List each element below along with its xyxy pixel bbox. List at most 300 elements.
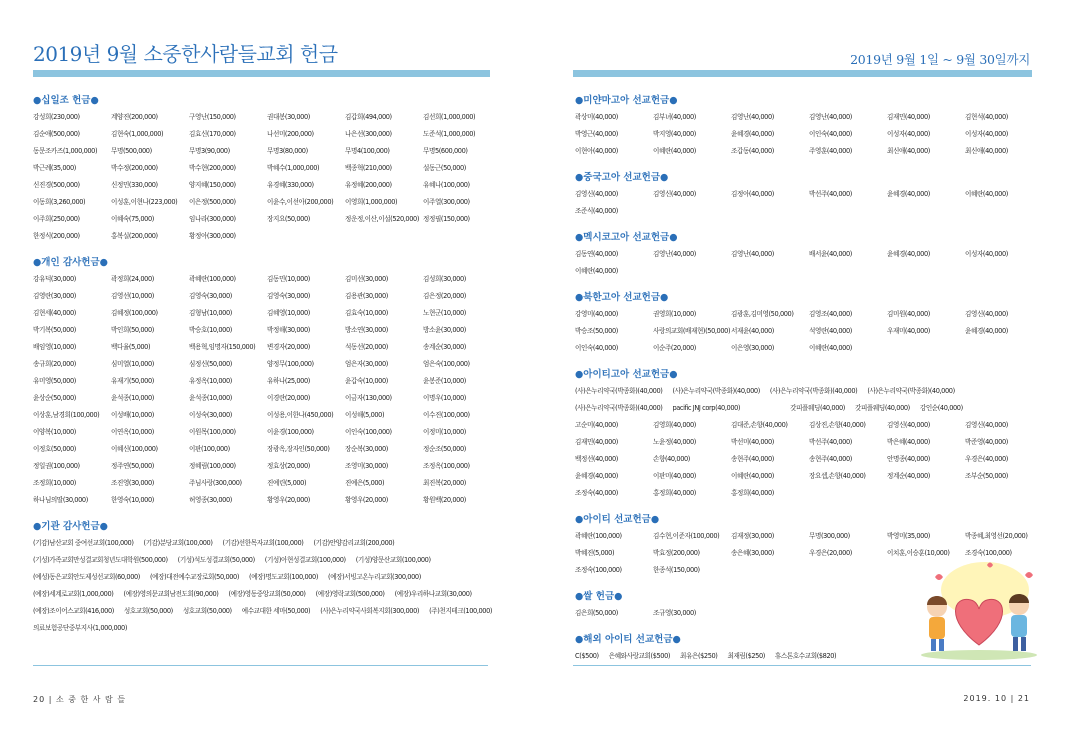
offering-entry: 이인숙(100,000) [345, 428, 392, 436]
offering-entry: 이경란(20,000) [267, 394, 310, 402]
offering-entry: 한종석(150,000) [653, 566, 700, 574]
page-footer: 2019. 10 | 21 [963, 694, 1030, 703]
offering-entry: 김미선(30,000) [345, 275, 388, 283]
offering-entry: 고순미(40,000) [575, 421, 618, 429]
offering-entry: 백용혁,임명자(150,000) [189, 343, 256, 351]
offering-entry: (사)은누리약국(박종화)(40,000) [575, 387, 663, 395]
offering-entry: 노윤정(40,000) [653, 438, 696, 446]
section-heading: ●십일조 헌금● [33, 95, 99, 106]
offering-entry: 이혜란(40,000) [965, 190, 1008, 198]
offering-entry: 양정무(100,000) [267, 360, 314, 368]
offering-entry: 김현세(40,000) [33, 309, 76, 317]
offering-entry: 박선주(40,000) [809, 438, 852, 446]
offering-entry: 이주희(250,000) [33, 215, 80, 223]
offering-entry: 윤혜경(40,000) [965, 327, 1008, 335]
offering-entry: pacific JNJ corp(40,000) [672, 404, 741, 412]
offering-entry: 이혜란(40,000) [809, 344, 852, 352]
offering-entry: (예장)세계로교회(1,000,000) [33, 590, 114, 598]
offering-entry: 석영란(40,000) [809, 327, 852, 335]
offering-grid [575, 306, 1045, 357]
offering-entry: 박은혜(40,000) [887, 438, 930, 446]
offering-entry: 사랑의교회(배재현)(50,000) [653, 327, 731, 335]
offering-entry: 송현주(40,000) [809, 455, 852, 463]
offering-entry: 유미영(50,000) [33, 377, 76, 385]
offering-entry: (기성)석도성결교회(50,000) [177, 556, 255, 564]
footer-divider [573, 665, 1031, 666]
offering-entry: 신정민(330,000) [111, 181, 158, 189]
offering-entry: 박근례(35,000) [33, 164, 76, 172]
offering-entry: 무명(500,000) [111, 147, 152, 155]
offering-entry: 심정신(50,000) [189, 360, 232, 368]
offering-entry: 정혜림(100,000) [189, 462, 236, 470]
offering-line [575, 400, 1045, 417]
offering-entry: 박인희(50,000) [111, 326, 154, 334]
offering-entry: 김영선(10,000) [111, 292, 154, 300]
offering-entry: 최신애(40,000) [965, 147, 1008, 155]
offering-entry: 이원목(100,000) [189, 428, 236, 436]
offering-list-left [33, 94, 503, 637]
offering-entry: 김영숙(30,000) [267, 292, 310, 300]
offering-entry: 정순조(50,000) [423, 445, 466, 453]
offering-entry: 김효신(170,000) [189, 130, 236, 138]
offering-entry: 윤갑숙(10,000) [345, 377, 388, 385]
section-spacer [33, 509, 503, 520]
offering-entry: 유경혜(330,000) [267, 181, 314, 189]
offering-entry: 홍복실(200,000) [111, 232, 158, 240]
offering-entry: 김갑희(494,000) [345, 113, 392, 121]
offering-entry: 박영근(40,000) [575, 130, 618, 138]
offering-grid [575, 246, 1045, 280]
offering-entry: 조영미(30,000) [345, 462, 388, 470]
offering-line [33, 586, 503, 603]
offering-entry: 홍정희(40,000) [731, 489, 774, 497]
offering-entry: 윤봉준(10,000) [423, 377, 466, 385]
offering-entry: 한정식(200,000) [33, 232, 80, 240]
offering-entry: 노현군(10,000) [423, 309, 466, 317]
offering-entry: 김광훈,김미영(50,000) [731, 310, 794, 318]
offering-grid [33, 109, 503, 245]
offering-entry: 휴스톤호수교회($820) [774, 652, 837, 660]
offering-entry: 윤상순(50,000) [33, 394, 76, 402]
offering-line [33, 535, 503, 552]
offering-entry: 조정희(10,000) [33, 479, 76, 487]
offering-entry: 장순복(30,000) [345, 445, 388, 453]
offering-entry: 이성훈,이현나(223,000) [111, 198, 178, 206]
offering-entry: 김영희(40,000) [653, 421, 696, 429]
offering-entry: 김혜정(100,000) [111, 309, 158, 317]
offering-entry: 조정숙(100,000) [575, 566, 622, 574]
offering-entry: 윤혜경(40,000) [887, 250, 930, 258]
offering-entry: 나선미(200,000) [267, 130, 314, 138]
children-heart-illustration [915, 555, 1043, 660]
offering-entry: 곽상미(40,000) [575, 113, 618, 121]
offering-entry: 양지혜(150,000) [189, 181, 236, 189]
offering-entry: 박혜진(5,000) [575, 549, 615, 557]
offering-entry: 김부녀(40,000) [653, 113, 696, 121]
offering-entry: (기감)분당교회(100,000) [143, 539, 213, 547]
offering-entry: 이판(100,000) [189, 445, 230, 453]
offering-entry: 조진영(30,000) [111, 479, 154, 487]
date-range: 2019년 9월 1일 ~ 9월 30일까지 [850, 52, 1030, 67]
offering-entry: 정정필(150,000) [423, 215, 470, 223]
page-footer: 20 | 소 중 한 사 람 들 [33, 695, 127, 704]
offering-entry: 윤석종(10,000) [111, 394, 154, 402]
offering-entry: 윤혜경(40,000) [575, 472, 618, 480]
offering-entry: 박수현(200,000) [189, 164, 236, 172]
offering-entry: 김현숙(1,000,000) [111, 130, 164, 138]
offering-entry: 김동민(10,000) [267, 275, 310, 283]
offering-entry: 권영희(10,000) [653, 310, 696, 318]
section-heading: ●쌀 헌금● [575, 591, 623, 602]
offering-entry: 안명종(40,000) [887, 455, 930, 463]
offering-entry: (사)은누리약국(박종화)(40,000) [575, 404, 663, 412]
offering-entry: (예장)명도교회(100,000) [249, 573, 319, 581]
offering-entry: 서재윤(40,000) [731, 327, 774, 335]
offering-grid [33, 271, 503, 509]
offering-entry: 김수현,이준자(100,000) [653, 532, 720, 540]
offering-entry: 이영희(1,000,000) [345, 198, 398, 206]
offering-entry: 이혜숙(75,000) [111, 215, 154, 223]
offering-entry: 김선희(1,000,000) [423, 113, 476, 121]
offering-entry: 황원백(20,000) [423, 496, 466, 504]
offering-entry: 이혜란(40,000) [731, 472, 774, 480]
offering-entry: 박지영(40,000) [653, 130, 696, 138]
offering-entry: (예장)서빙고온누리교회(300,000) [328, 573, 421, 581]
offering-entry: 송현주(40,000) [731, 455, 774, 463]
offering-entry: 박효정(200,000) [653, 549, 700, 557]
offering-entry: (예장)우리하나교회(30,000) [394, 590, 472, 598]
offering-entry: 우재미(40,000) [887, 327, 930, 335]
offering-entry: 이주열(300,000) [423, 198, 470, 206]
offering-line [33, 569, 503, 586]
offering-grid [575, 109, 1045, 160]
offering-entry: 이성용,이한나(450,000) [267, 411, 334, 419]
page-title: 2019년 9월 소중한사람들교회 헌금 [33, 42, 338, 66]
offering-entry: 예수교대한 세마(50,000) [241, 607, 311, 615]
offering-entry: (기성)양문산교회(100,000) [355, 556, 431, 564]
offering-entry: 이상훈,남경희(100,000) [33, 411, 100, 419]
offering-entry: 이성자(40,000) [965, 130, 1008, 138]
offering-entry: 김은희(50,000) [575, 609, 618, 617]
offering-entry: (사)은누리약국(박종화)(40,000) [672, 387, 760, 395]
offering-entry: 이정호(50,000) [33, 445, 76, 453]
offering-entry: 최진복(20,000) [423, 479, 466, 487]
section-heading: ●해외 아이티 선교헌금● [575, 634, 681, 645]
offering-entry: 무명(300,000) [809, 532, 850, 540]
offering-entry: 김성희(30,000) [423, 275, 466, 283]
section-heading: ●미얀마고아 선교헌금● [575, 95, 678, 106]
offering-entry: 유하나(25,000) [267, 377, 310, 385]
offering-entry: 진예은(5,000) [345, 479, 385, 487]
offering-entry: 윤석종(10,000) [189, 394, 232, 402]
offering-entry: 한영숙(10,000) [111, 496, 154, 504]
offering-entry: 방소연(30,000) [345, 326, 388, 334]
offering-entry: 박영미(35,000) [887, 532, 930, 540]
offering-entry: 박선주(40,000) [809, 190, 852, 198]
offering-line [33, 603, 503, 620]
section-heading: ●개인 감사헌금● [33, 257, 108, 268]
offering-entry: 곽혜란(100,000) [189, 275, 236, 283]
offering-entry: 이윤경(100,000) [267, 428, 314, 436]
offering-entry: 박승조(50,000) [575, 327, 618, 335]
offering-entry: 이성자(40,000) [887, 130, 930, 138]
offering-entry: (기감)선한목자교회(100,000) [222, 539, 304, 547]
offering-entry: 조정옥(100,000) [423, 462, 470, 470]
offering-entry: 갓피플웨딩(40,000) [790, 404, 845, 412]
offering-entry: 정일권(100,000) [33, 462, 80, 470]
section-spacer [575, 160, 1045, 171]
offering-grid [575, 417, 1045, 502]
offering-entry: 계양진(200,000) [111, 113, 158, 121]
offering-entry: 무명4(100,000) [345, 147, 390, 155]
offering-entry: 김상진,손향(40,000) [809, 421, 866, 429]
offering-grid [575, 186, 1045, 220]
offering-entry: 김정아(40,000) [731, 190, 774, 198]
offering-entry: 구영난(150,000) [189, 113, 236, 121]
offering-entry: 장요셉,손향(40,000) [809, 472, 866, 480]
offering-entry: 김대준,손향(40,000) [731, 421, 788, 429]
offering-entry: 홍정희(40,000) [653, 489, 696, 497]
offering-entry: 장지요(50,000) [267, 215, 310, 223]
offering-entry: 성호교회(50,000) [182, 607, 232, 615]
offering-entry: 김영난(40,000) [809, 113, 852, 121]
offering-entry: 임나라(300,000) [189, 215, 236, 223]
section-spacer [575, 502, 1045, 513]
offering-entry: 이은정(500,000) [189, 198, 236, 206]
offering-entry: 김영숙(30,000) [189, 292, 232, 300]
offering-entry: 의료보험공단중부지사(1,000,000) [33, 624, 127, 632]
section-spacer [575, 220, 1045, 231]
offering-entry: 김영난(40,000) [731, 250, 774, 258]
offering-entry: 최재림($250) [727, 652, 765, 660]
offering-entry: 박승호(10,000) [189, 326, 232, 334]
offering-entry: 황정아(300,000) [189, 232, 236, 240]
offering-entry: (예장)영락교회(500,000) [315, 590, 385, 598]
offering-entry: 백다율(5,000) [111, 343, 151, 351]
offering-entry: 우경은(20,000) [809, 549, 852, 557]
offering-entry: 강성희(230,000) [33, 113, 80, 121]
offering-entry: 유정혜(200,000) [345, 181, 392, 189]
offering-entry: 이순주(20,000) [653, 344, 696, 352]
offering-entry: 신진경(500,000) [33, 181, 80, 189]
offering-entry: 곽정희(24,000) [111, 275, 154, 283]
offering-entry: 유정옥(10,000) [189, 377, 232, 385]
offering-entry: 송은혜(30,000) [731, 549, 774, 557]
offering-entry: (예성)동은교회안도제성선교회(60,000) [33, 573, 140, 581]
section-spacer [575, 357, 1045, 368]
offering-entry: 박수정(200,000) [111, 164, 158, 172]
offering-entry: 조경숙(100,000) [965, 549, 1012, 557]
offering-entry: 이혜란(40,000) [575, 267, 618, 275]
offering-entry: 황영우(20,000) [267, 496, 310, 504]
offering-entry: 이성배(10,000) [111, 411, 154, 419]
offering-entry: 박선미(40,000) [731, 438, 774, 446]
offering-entry: 김현석(40,000) [965, 113, 1008, 121]
right-page [533, 0, 1065, 731]
offering-entry: (주)천지테크(100,000) [429, 607, 493, 615]
offering-entry: 박종혜,최영선(20,000) [965, 532, 1028, 540]
offering-entry: (사)은누리약국(박종화)(40,000) [867, 387, 955, 395]
offering-entry: 박준영(40,000) [965, 438, 1008, 446]
offering-entry: 정운정,이산,이설(520,000) [345, 215, 419, 223]
offering-entry: 유혜나(100,000) [423, 181, 470, 189]
offering-entry: 성호교회(50,000) [123, 607, 173, 615]
offering-entry: 엄은자(30,000) [345, 360, 388, 368]
offering-entry: 이은영(30,000) [731, 344, 774, 352]
offering-entry: 황영우(20,000) [345, 496, 388, 504]
offering-entry: 송계순(30,000) [423, 343, 466, 351]
offering-entry: 김재민(40,000) [887, 113, 930, 121]
section-heading: ●아이티고아 선교헌금● [575, 369, 678, 380]
offering-entry: (예장)대전예수교장로회(50,000) [149, 573, 240, 581]
offering-entry: 이성자(40,000) [965, 250, 1008, 258]
offering-entry: 이수진(100,000) [423, 411, 470, 419]
offering-entry: 석동선(20,000) [345, 343, 388, 351]
offering-entry: 변경자(20,000) [267, 343, 310, 351]
offering-entry: (사)은누리약국사회복지회(300,000) [320, 607, 420, 615]
offering-entry: 백정선(40,000) [575, 455, 618, 463]
offering-entry: 이윤수,이선아(200,000) [267, 198, 334, 206]
offering-entry: 김영조(40,000) [809, 310, 852, 318]
offering-entry: 심미열(10,000) [111, 360, 154, 368]
offering-entry: C($500) [575, 652, 599, 660]
offering-entry: 장광옥,장자인(50,000) [267, 445, 330, 453]
offering-entry: 이성해(5,000) [345, 411, 385, 419]
offering-entry: 김효숙(10,000) [345, 309, 388, 317]
offering-entry: (기성)아현성결교회(100,000) [264, 556, 346, 564]
offering-entry: 이양복(10,000) [33, 428, 76, 436]
header-bar [33, 70, 490, 77]
offering-entry: 이동희(3,260,000) [33, 198, 86, 206]
offering-entry: 이혜란(40,000) [653, 147, 696, 155]
section-spacer [575, 280, 1045, 291]
offering-entry: 설동근(50,000) [423, 164, 466, 172]
offering-entry: 박혜수(1,000,000) [267, 164, 320, 172]
offering-entry: 주영훈(40,000) [809, 147, 852, 155]
offering-entry: 이금자(130,000) [345, 394, 392, 402]
offering-entry: 김순애(500,000) [33, 130, 80, 138]
section-heading: ●북한고아 선교헌금● [575, 292, 669, 303]
offering-entry: 강영미(40,000) [575, 310, 618, 318]
offering-entry: 김영신(40,000) [965, 310, 1008, 318]
offering-entry: 정주연(50,000) [111, 462, 154, 470]
offering-entry: 김형남(10,000) [189, 309, 232, 317]
offering-entry: 권대봉(30,000) [267, 113, 310, 121]
offering-entry: (기감)안양감리교회(200,000) [313, 539, 395, 547]
offering-entry: 김영난(40,000) [653, 250, 696, 258]
section-heading: ●아이티 선교헌금● [575, 514, 660, 525]
offering-entry: 김혜영(10,000) [267, 309, 310, 317]
offering-entry: 갓피플웨딩(40,000) [854, 404, 910, 412]
offering-entry: 강인순(40,000) [919, 404, 963, 412]
offering-entry: 주님사랑(300,000) [189, 479, 242, 487]
offering-entry: 김미원(40,000) [887, 310, 930, 318]
offering-entry: 조정숙(40,000) [575, 489, 618, 497]
offering-entry: 이현아(40,000) [575, 147, 618, 155]
left-page [0, 0, 532, 731]
offering-entry: 배임영(10,000) [33, 343, 76, 351]
offering-entry: 무명3(80,000) [267, 147, 308, 155]
offering-entry: 김영신(40,000) [965, 421, 1008, 429]
offering-entry: (예장)영동중앙교회(50,000) [228, 590, 306, 598]
offering-entry: 유재기(50,000) [111, 377, 154, 385]
section-spacer [33, 245, 503, 256]
offering-entry: (기감)남산교회 중여선교회(100,000) [33, 539, 134, 547]
offering-entry: 김재민(40,000) [575, 438, 618, 446]
offering-entry: 동문조카즈(1,000,000) [33, 147, 98, 155]
offering-entry: 정계순(40,000) [887, 472, 930, 480]
offering-entry: 이정미(10,000) [423, 428, 466, 436]
offering-entry: 조준식(40,000) [575, 207, 618, 215]
section-heading: ●기관 감사헌금● [33, 521, 108, 532]
offering-entry: 조규영(30,000) [653, 609, 696, 617]
offering-entry: (예장)영의문교회남전도회(90,000) [123, 590, 219, 598]
section-heading: ●중국고아 선교헌금● [575, 172, 669, 183]
offering-line [33, 620, 503, 637]
offering-entry: 무명3(90,000) [189, 147, 230, 155]
offering-entry: 은혜와사랑교회($500) [608, 652, 671, 660]
offering-entry: 엄은숙(100,000) [423, 360, 470, 368]
offering-entry: 이판미(40,000) [653, 472, 696, 480]
offering-entry: 무명5(600,000) [423, 147, 468, 155]
offering-entry: 이명우(10,000) [423, 394, 466, 402]
offering-entry: 김용관(30,000) [345, 292, 388, 300]
offering-line [575, 383, 1045, 400]
offering-entry: 김동연(40,000) [575, 250, 618, 258]
offering-entry: 이연옥(10,000) [111, 428, 154, 436]
offering-entry: (예장)조이어스교회(416,000) [33, 607, 114, 615]
offering-entry: 김영신(40,000) [575, 190, 618, 198]
offering-entry: 강유덕(30,000) [33, 275, 76, 283]
offering-entry: 윤혜경(40,000) [731, 130, 774, 138]
offering-entry: 배서윤(40,000) [809, 250, 852, 258]
offering-entry: 진예린(5,000) [267, 479, 307, 487]
offering-entry: 김은정(20,000) [423, 292, 466, 300]
offering-entry: 박정해(30,000) [267, 326, 310, 334]
offering-entry: 박기복(50,000) [33, 326, 76, 334]
offering-entry: 방소윤(30,000) [423, 326, 466, 334]
offering-entry: 백종혁(210,000) [345, 164, 392, 172]
offering-entry: 이혜신(100,000) [111, 445, 158, 453]
offering-entry: 곽혜란(100,000) [575, 532, 622, 540]
offering-entry: 조갑동(40,000) [731, 147, 774, 155]
offering-entry: 하나님의딸(30,000) [33, 496, 88, 504]
footer-divider [33, 665, 488, 666]
header-bar [573, 70, 1032, 77]
offering-entry: 허영종(30,000) [189, 496, 232, 504]
offering-entry: 최신애(40,000) [887, 147, 930, 155]
offering-entry: 우경은(40,000) [965, 455, 1008, 463]
offering-entry: 김영신(40,000) [653, 190, 696, 198]
offering-entry: 이성숙(30,000) [189, 411, 232, 419]
offering-line [33, 552, 503, 569]
offering-entry: 손향(40,000) [653, 455, 690, 463]
offering-entry: 김영란(30,000) [33, 292, 76, 300]
section-heading: ●멕시코고아 선교헌금● [575, 232, 678, 243]
offering-entry: 김영난(40,000) [731, 113, 774, 121]
offering-entry: 윤혜경(40,000) [887, 190, 930, 198]
offering-entry: 이인숙(40,000) [575, 344, 618, 352]
offering-entry: 정효상(20,000) [267, 462, 310, 470]
offering-entry: 도준석(1,000,000) [423, 130, 476, 138]
offering-entry: (기성)가족교회만성결교회청년도대학원(500,000) [33, 556, 168, 564]
offering-entry: (사)은누리약국(박종화)(40,000) [769, 387, 858, 395]
offering-entry: 김재정(30,000) [731, 532, 774, 540]
offering-entry: 김영신(40,000) [887, 421, 930, 429]
offering-entry: 송규희(20,000) [33, 360, 76, 368]
offering-entry: 조부순(50,000) [965, 472, 1008, 480]
offering-entry: 이인숙(40,000) [809, 130, 852, 138]
